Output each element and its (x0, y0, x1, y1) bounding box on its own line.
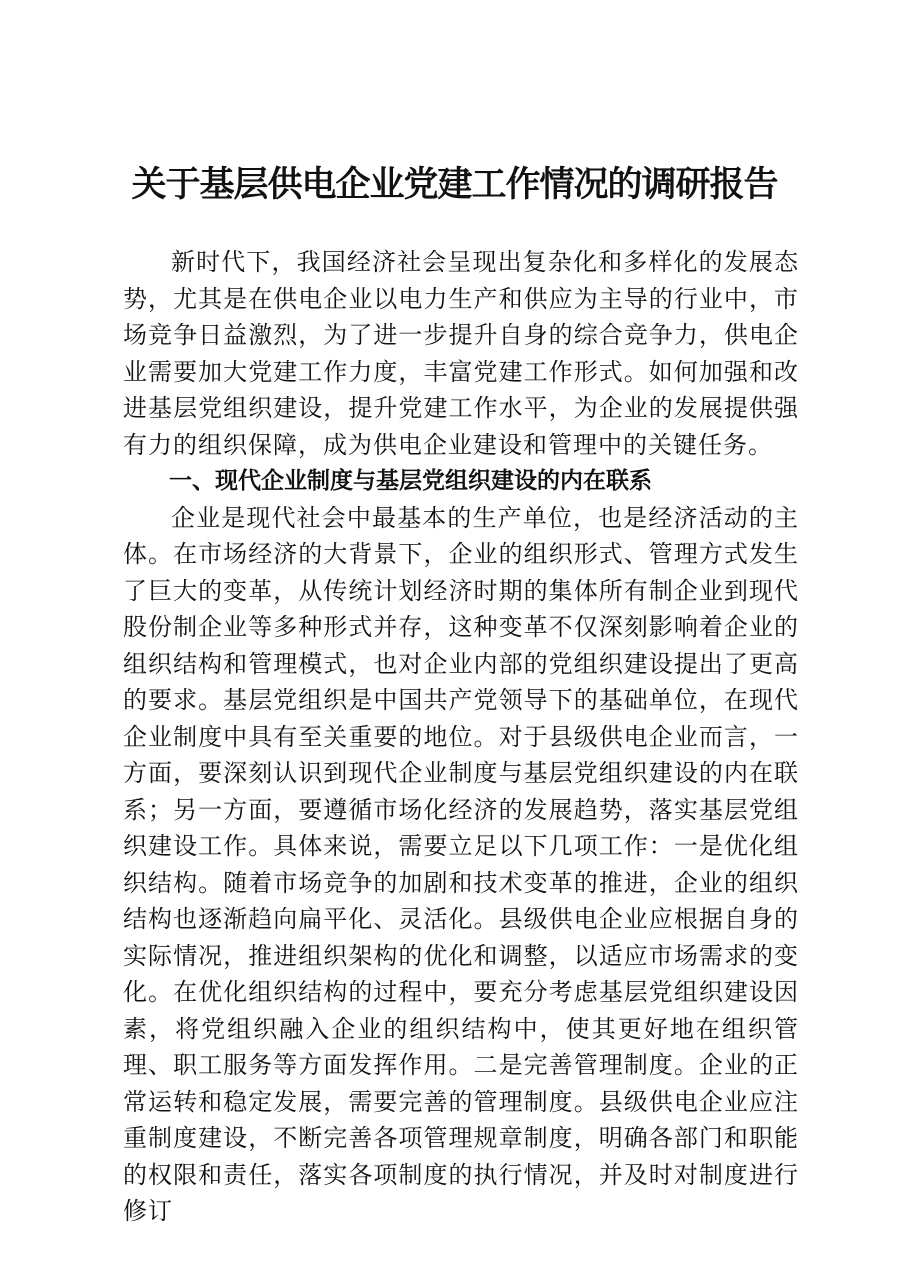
section-paragraph: 企业是现代社会中最基本的生产单位，也是经济活动的主体。在市场经济的大背景下，企业的组织形式、管理方式发生了巨大的变革，从传统计划经济时期的集体所有制企业到现代股份制企业等多种形式并存，这种变革不仅深刻影响着企业的组织结构和管理模式，也对企业内部的党组织建设提出了更高的要求。基层党组织是中国共产党领导下的基础单位，在现代企业制度中具有至关重要的地位。对于县级供电企业而言，一方面，要深刻认识到现代企业制度与基层党组织建设的内在联系；另一方面，要遵循市场化经济的发展趋势，落实基层党组织建设工作。具体来说，需要立足以下几项工作：一是优化组织结构。随着市场竞争的加剧和技术变革的推进，企业的组织结构也逐渐趋向扁平化、灵活化。县级供电企业应根据自身的实际情况，推进组织架构的优化和调整，以适应市场需求的变化。在优化组织结构的过程中，要充分考虑基层党组织建设因素，将党组织融入企业的组织结构中，使其更好地在组织管理、职工服务等方面发挥作用。二是完善管理制度。企业的正常运转和稳定发展，需要完善的管理制度。县级供电企业应注重制度建设，不断完善各项管理规章制度，明确各部门和职能的权限和责任，落实各项制度的执行情况，并及时对制度进行修订 (123, 503, 799, 1225)
intro-paragraph: 新时代下，我国经济社会呈现出复杂化和多样化的发展态势，尤其是在供电企业以电力生产和供应为主导的行业中，市场竞争日益激烈，为了进一步提升自身的综合竞争力，供电企业需要加大党建工作力度，丰富党建工作形式。如何加强和改进基层党组织建设，提升党建工作水平，为企业的发展提供强有力的组织保障，成为供电企业建设和管理中的关键任务。 (123, 248, 799, 459)
document-body (123, 244, 799, 1230)
section-heading: 一、现代企业制度与基层党组织建设的内在联系 (169, 468, 652, 494)
document-title: 关于基层供电企业党建工作情况的调研报告 (131, 165, 778, 205)
